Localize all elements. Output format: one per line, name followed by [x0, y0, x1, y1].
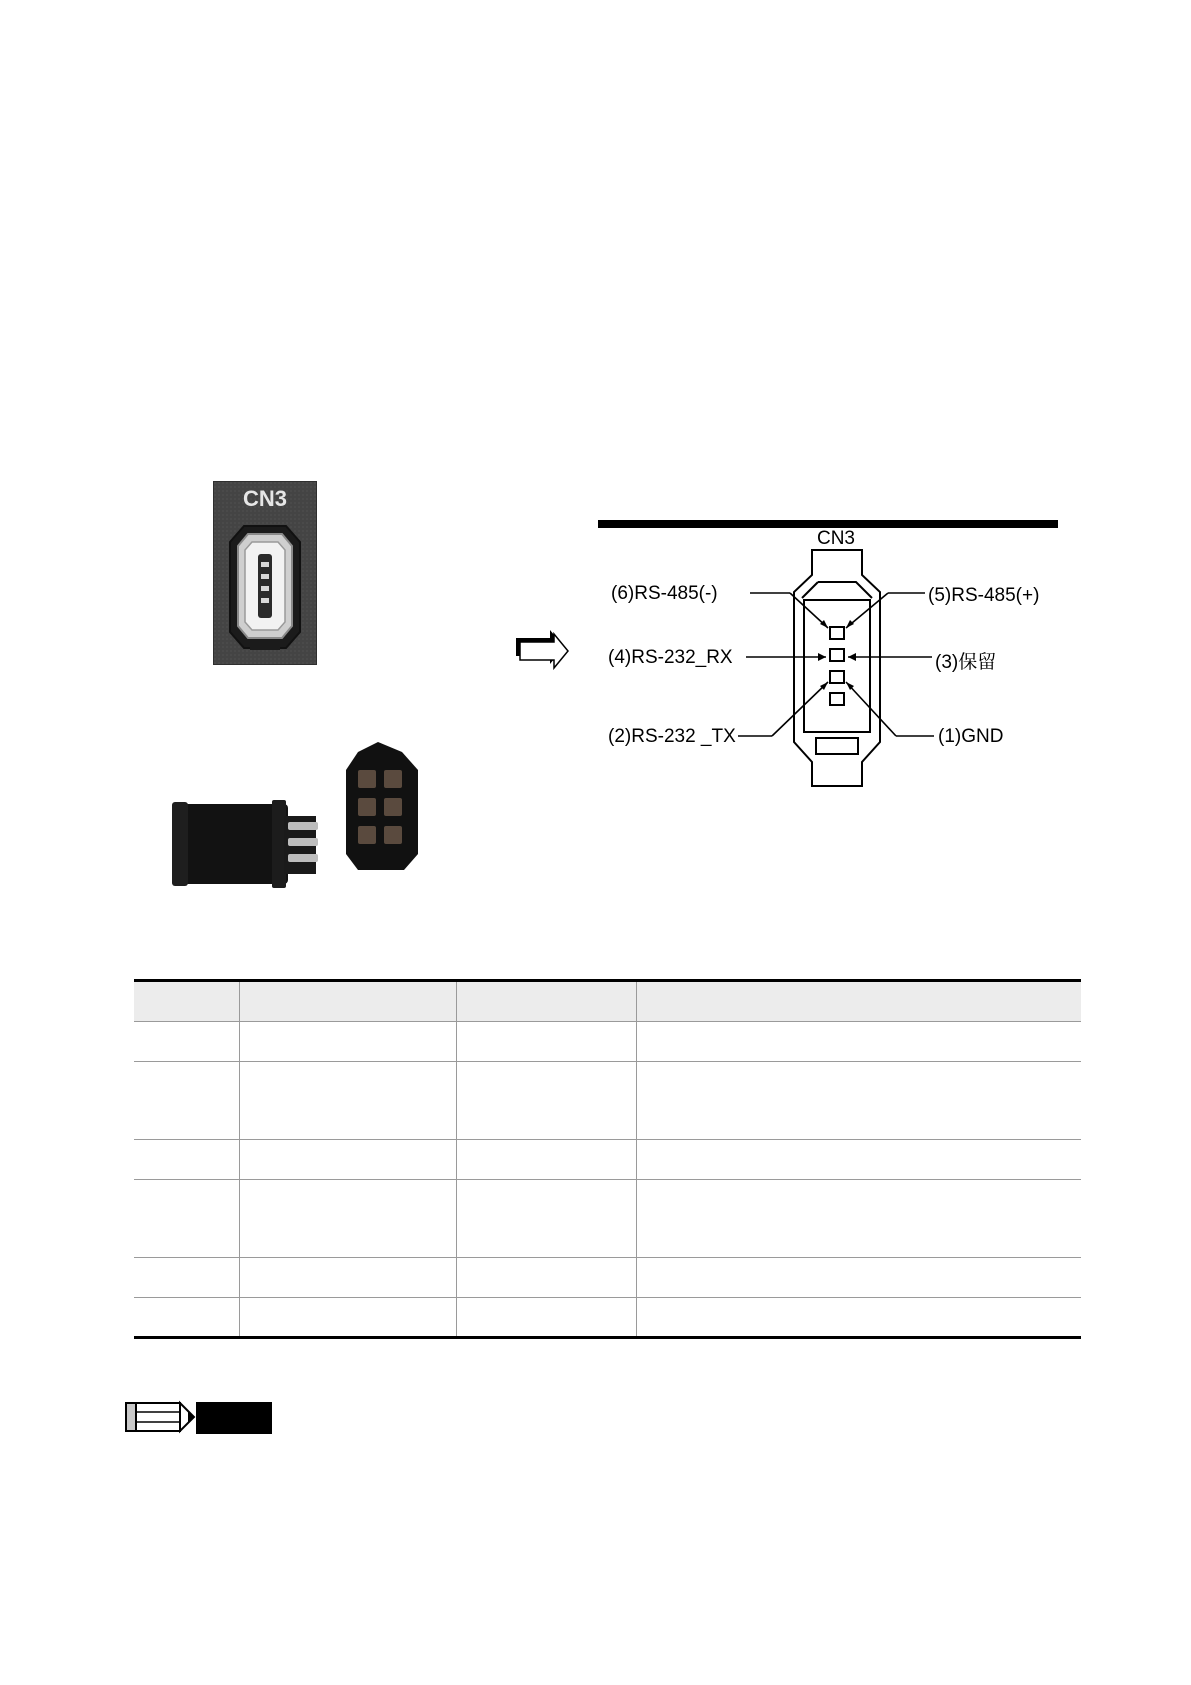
connector-outline	[794, 550, 880, 786]
table-cell	[134, 1298, 239, 1338]
pin-1-label: (1)GND	[938, 726, 1004, 747]
table-cell	[636, 1258, 1081, 1298]
table-row	[134, 1258, 1081, 1298]
diagram-title: CN3	[816, 528, 856, 549]
six-pin-plug-photo	[172, 742, 434, 892]
table-cell	[636, 1140, 1081, 1180]
mini-1394-port-photo	[214, 482, 316, 664]
table-cell	[239, 1022, 456, 1062]
right-arrow-icon	[516, 630, 568, 668]
header-cell	[456, 981, 636, 1022]
table-row	[134, 1062, 1081, 1140]
table-cell	[239, 1140, 456, 1180]
pencil-icon	[126, 1403, 194, 1431]
table-cell	[636, 1298, 1081, 1338]
table-cell	[134, 1258, 239, 1298]
table-cell	[636, 1022, 1081, 1062]
table-cell	[456, 1062, 636, 1140]
diagram-top-rule	[598, 520, 1058, 528]
table-header-row	[134, 981, 1081, 1022]
silkscreen-label: CN3	[242, 486, 288, 511]
table-cell	[134, 1140, 239, 1180]
table-row	[134, 1022, 1081, 1062]
table-cell	[134, 1062, 239, 1140]
table-cell	[456, 1140, 636, 1180]
table-cell	[239, 1180, 456, 1258]
leader-lines	[738, 593, 934, 736]
table-cell	[456, 1022, 636, 1062]
note-label-box	[196, 1402, 272, 1434]
pin-6-label: (6)RS-485(-)	[611, 583, 718, 604]
header-cell	[636, 981, 1081, 1022]
table-cell	[456, 1180, 636, 1258]
table-cell	[134, 1180, 239, 1258]
table-cell	[456, 1258, 636, 1298]
note-marker	[124, 1399, 274, 1435]
pin-4-label: (4)RS-232_RX	[608, 647, 733, 668]
header-cell	[134, 981, 239, 1022]
table-cell	[636, 1180, 1081, 1258]
table-cell	[239, 1258, 456, 1298]
table-cell	[239, 1062, 456, 1140]
cn3-pinout-diagram	[510, 500, 1070, 790]
table-row	[134, 1180, 1081, 1258]
pin-5-label: (5)RS-485(+)	[928, 585, 1040, 606]
connector-plugs-photo	[172, 742, 434, 892]
table-cell	[239, 1298, 456, 1338]
header-cell	[239, 981, 456, 1022]
pin-3-label: (3)保留	[935, 652, 997, 673]
table-cell	[456, 1298, 636, 1338]
cn3-port-photo	[213, 481, 317, 665]
table-cell	[134, 1022, 239, 1062]
table-row	[134, 1140, 1081, 1180]
table-cell	[636, 1062, 1081, 1140]
table-row	[134, 1298, 1081, 1338]
pin-2-label: (2)RS-232 _TX	[608, 726, 736, 747]
pin-definition-table	[134, 979, 1081, 1339]
pin-slots	[830, 627, 844, 705]
